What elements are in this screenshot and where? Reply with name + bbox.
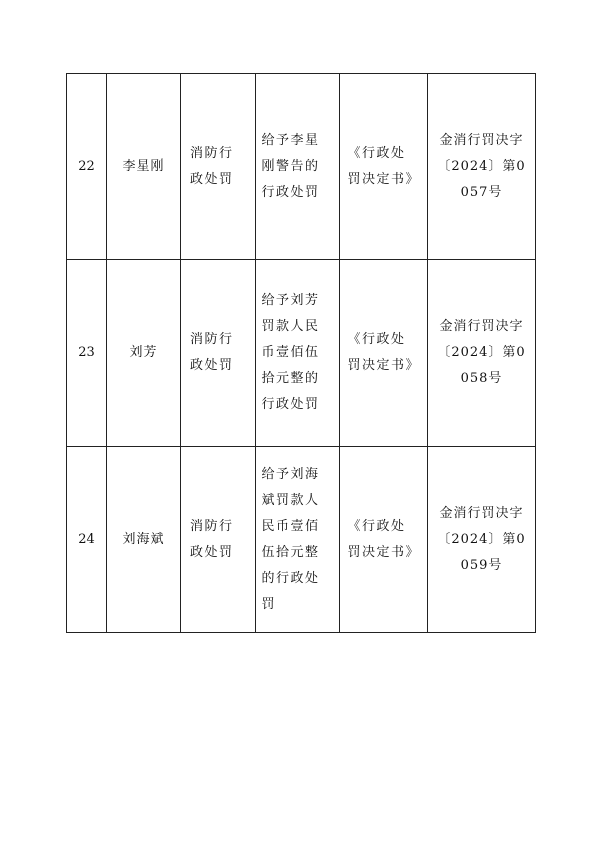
- document-name: 《行政处罚决定书》: [347, 332, 421, 373]
- person-name-cell: [107, 74, 181, 260]
- penalty-content-cell: [256, 447, 340, 633]
- penalty-type: 消防行政处罚: [190, 332, 234, 373]
- document-name: 《行政处罚决定书》: [347, 518, 421, 560]
- row-number-cell: [67, 260, 107, 447]
- document-name: 《行政处罚决定书》: [347, 145, 421, 187]
- penalty-type: 消防行政处罚: [190, 518, 234, 560]
- penalty-content-cell: [256, 74, 340, 260]
- person-name-cell: [107, 447, 181, 633]
- penalty-content-cell: [256, 260, 340, 447]
- penalty-records-table: [66, 73, 536, 633]
- table-row: [67, 260, 536, 447]
- penalty-type: 消防行政处罚: [190, 145, 234, 187]
- penalty-type-cell: [181, 447, 256, 633]
- penalty-content: 给予刘海斌罚款人民币壹佰伍拾元整的行政处罚: [261, 466, 320, 612]
- document-number: 金消行罚决字〔2024〕第0057号: [437, 132, 526, 200]
- penalty-content: 给予李星刚警告的行政处罚: [261, 132, 320, 200]
- row-number-cell: [67, 447, 107, 633]
- person-name: 刘海斌: [122, 531, 165, 547]
- row-number: 23: [78, 345, 95, 360]
- penalty-content: 给予刘芳罚款人民币壹佰伍拾元整的行政处罚: [261, 293, 320, 412]
- table-row: [67, 74, 536, 260]
- document-name-cell: [340, 74, 428, 260]
- row-number-cell: [67, 74, 107, 260]
- row-number: 24: [78, 531, 95, 547]
- document-number-cell: [428, 74, 536, 260]
- document-number: 金消行罚决字〔2024〕第0058号: [437, 319, 526, 386]
- row-number: 22: [78, 158, 95, 174]
- penalty-type-cell: [181, 74, 256, 260]
- document-name-cell: [340, 447, 428, 633]
- document-name-cell: [340, 260, 428, 447]
- document-number-cell: [428, 260, 536, 447]
- document-number-cell: [428, 447, 536, 633]
- person-name: 李星刚: [122, 158, 165, 174]
- table-row: [67, 447, 536, 633]
- person-name-cell: [107, 260, 181, 447]
- document-number: 金消行罚决字〔2024〕第0059号: [437, 505, 526, 573]
- person-name: 刘芳: [129, 345, 158, 360]
- penalty-type-cell: [181, 260, 256, 447]
